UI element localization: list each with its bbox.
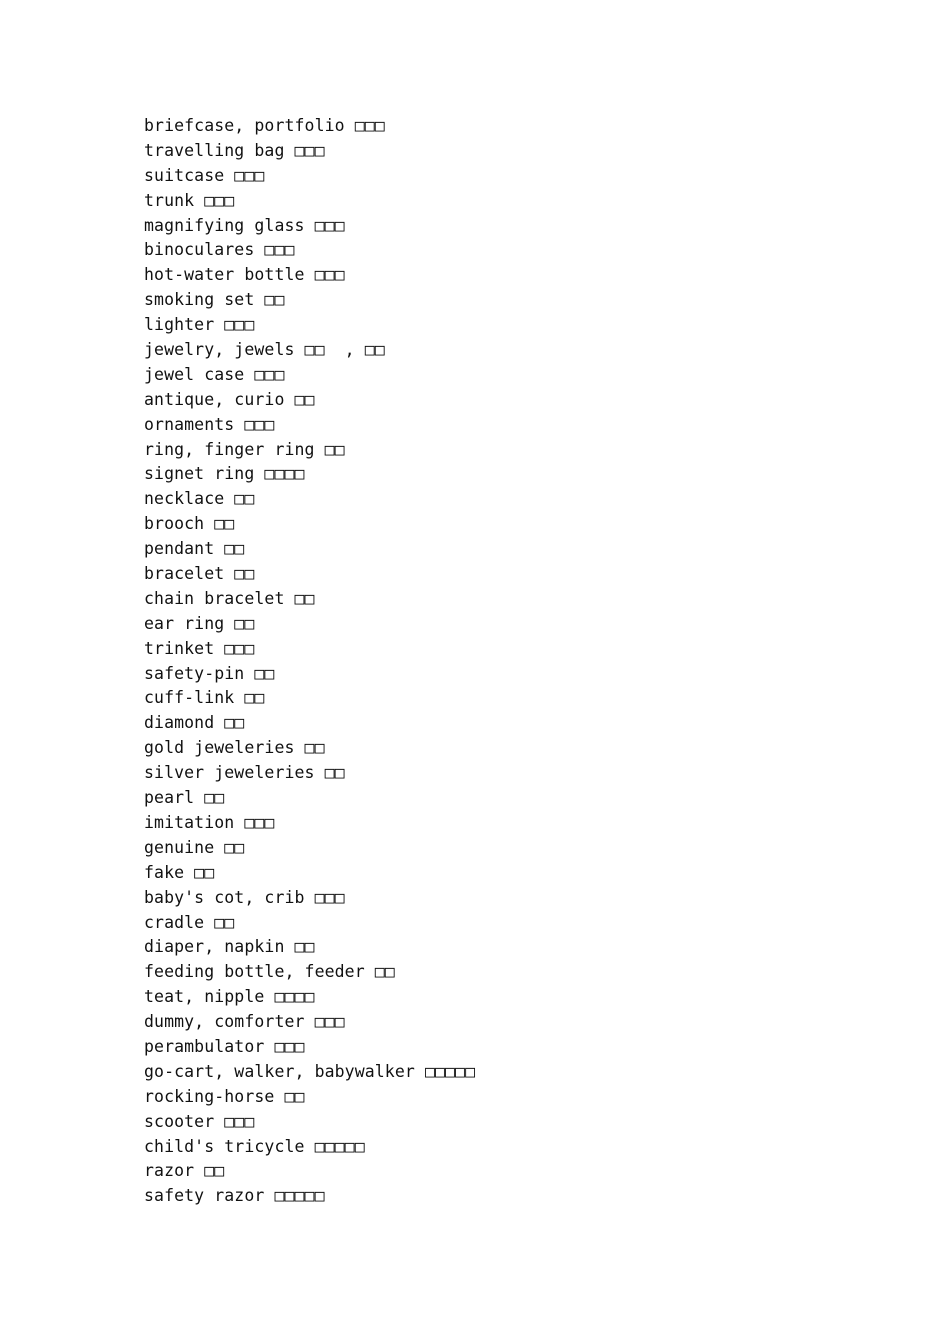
list-item: gold jeweleries □□ <box>144 738 325 758</box>
list-item: imitation □□□ <box>144 812 275 832</box>
list-item: cradle □□ <box>144 912 235 932</box>
list-item: chain bracelet □□ <box>144 588 315 608</box>
list-item: antique, curio □□ <box>144 389 315 409</box>
list-item: child's tricycle □□□□□ <box>144 1136 365 1156</box>
list-item: rocking-horse □□ <box>144 1086 305 1106</box>
list-item: necklace □□ <box>144 489 255 509</box>
list-item: cuff-link □□ <box>144 688 265 708</box>
list-item: trinket □□□ <box>144 638 255 658</box>
vocabulary-list <box>144 114 475 1209</box>
list-item: teat, nipple □□□□ <box>144 987 315 1007</box>
list-item: feeding bottle, feeder □□ <box>144 962 395 982</box>
list-item: bracelet □□ <box>144 564 255 584</box>
list-item: signet ring □□□□ <box>144 464 305 484</box>
list-item: safety razor □□□□□ <box>144 1186 325 1206</box>
list-item: diaper, napkin □□ <box>144 937 315 957</box>
list-item: binoculares □□□ <box>144 240 295 260</box>
list-item: trunk □□□ <box>144 190 235 210</box>
list-item: lighter □□□ <box>144 315 255 335</box>
list-item: razor □□ <box>144 1161 225 1181</box>
list-item: briefcase, portfolio □□□ <box>144 116 385 135</box>
list-item: ornaments □□□ <box>144 414 275 434</box>
list-item: travelling bag □□□ <box>144 140 325 160</box>
list-item: fake □□ <box>144 862 215 882</box>
list-item: ring, finger ring □□ <box>144 439 345 459</box>
list-item: baby's cot, crib □□□ <box>144 887 345 907</box>
list-item: smoking set □□ <box>144 290 285 310</box>
list-item: ear ring □□ <box>144 613 255 633</box>
list-item: suitcase □□□ <box>144 165 265 185</box>
list-item: genuine □□ <box>144 837 245 857</box>
list-item: pearl □□ <box>144 788 225 808</box>
list-item: hot-water bottle □□□ <box>144 265 345 285</box>
list-item: safety-pin □□ <box>144 663 275 683</box>
list-item: perambulator □□□ <box>144 1036 305 1056</box>
list-item: pendant □□ <box>144 539 245 559</box>
list-item: jewel case □□□ <box>144 364 285 384</box>
list-item: diamond □□ <box>144 713 245 733</box>
list-item: jewelry, jewels □□ , □□ <box>144 340 385 360</box>
list-item: brooch □□ <box>144 514 235 534</box>
list-item: dummy, comforter □□□ <box>144 1012 345 1032</box>
list-item: go-cart, walker, babywalker □□□□□ <box>144 1061 476 1081</box>
list-item: magnifying glass □□□ <box>144 215 345 235</box>
list-item: silver jeweleries □□ <box>144 763 345 783</box>
list-item: scooter □□□ <box>144 1111 255 1131</box>
